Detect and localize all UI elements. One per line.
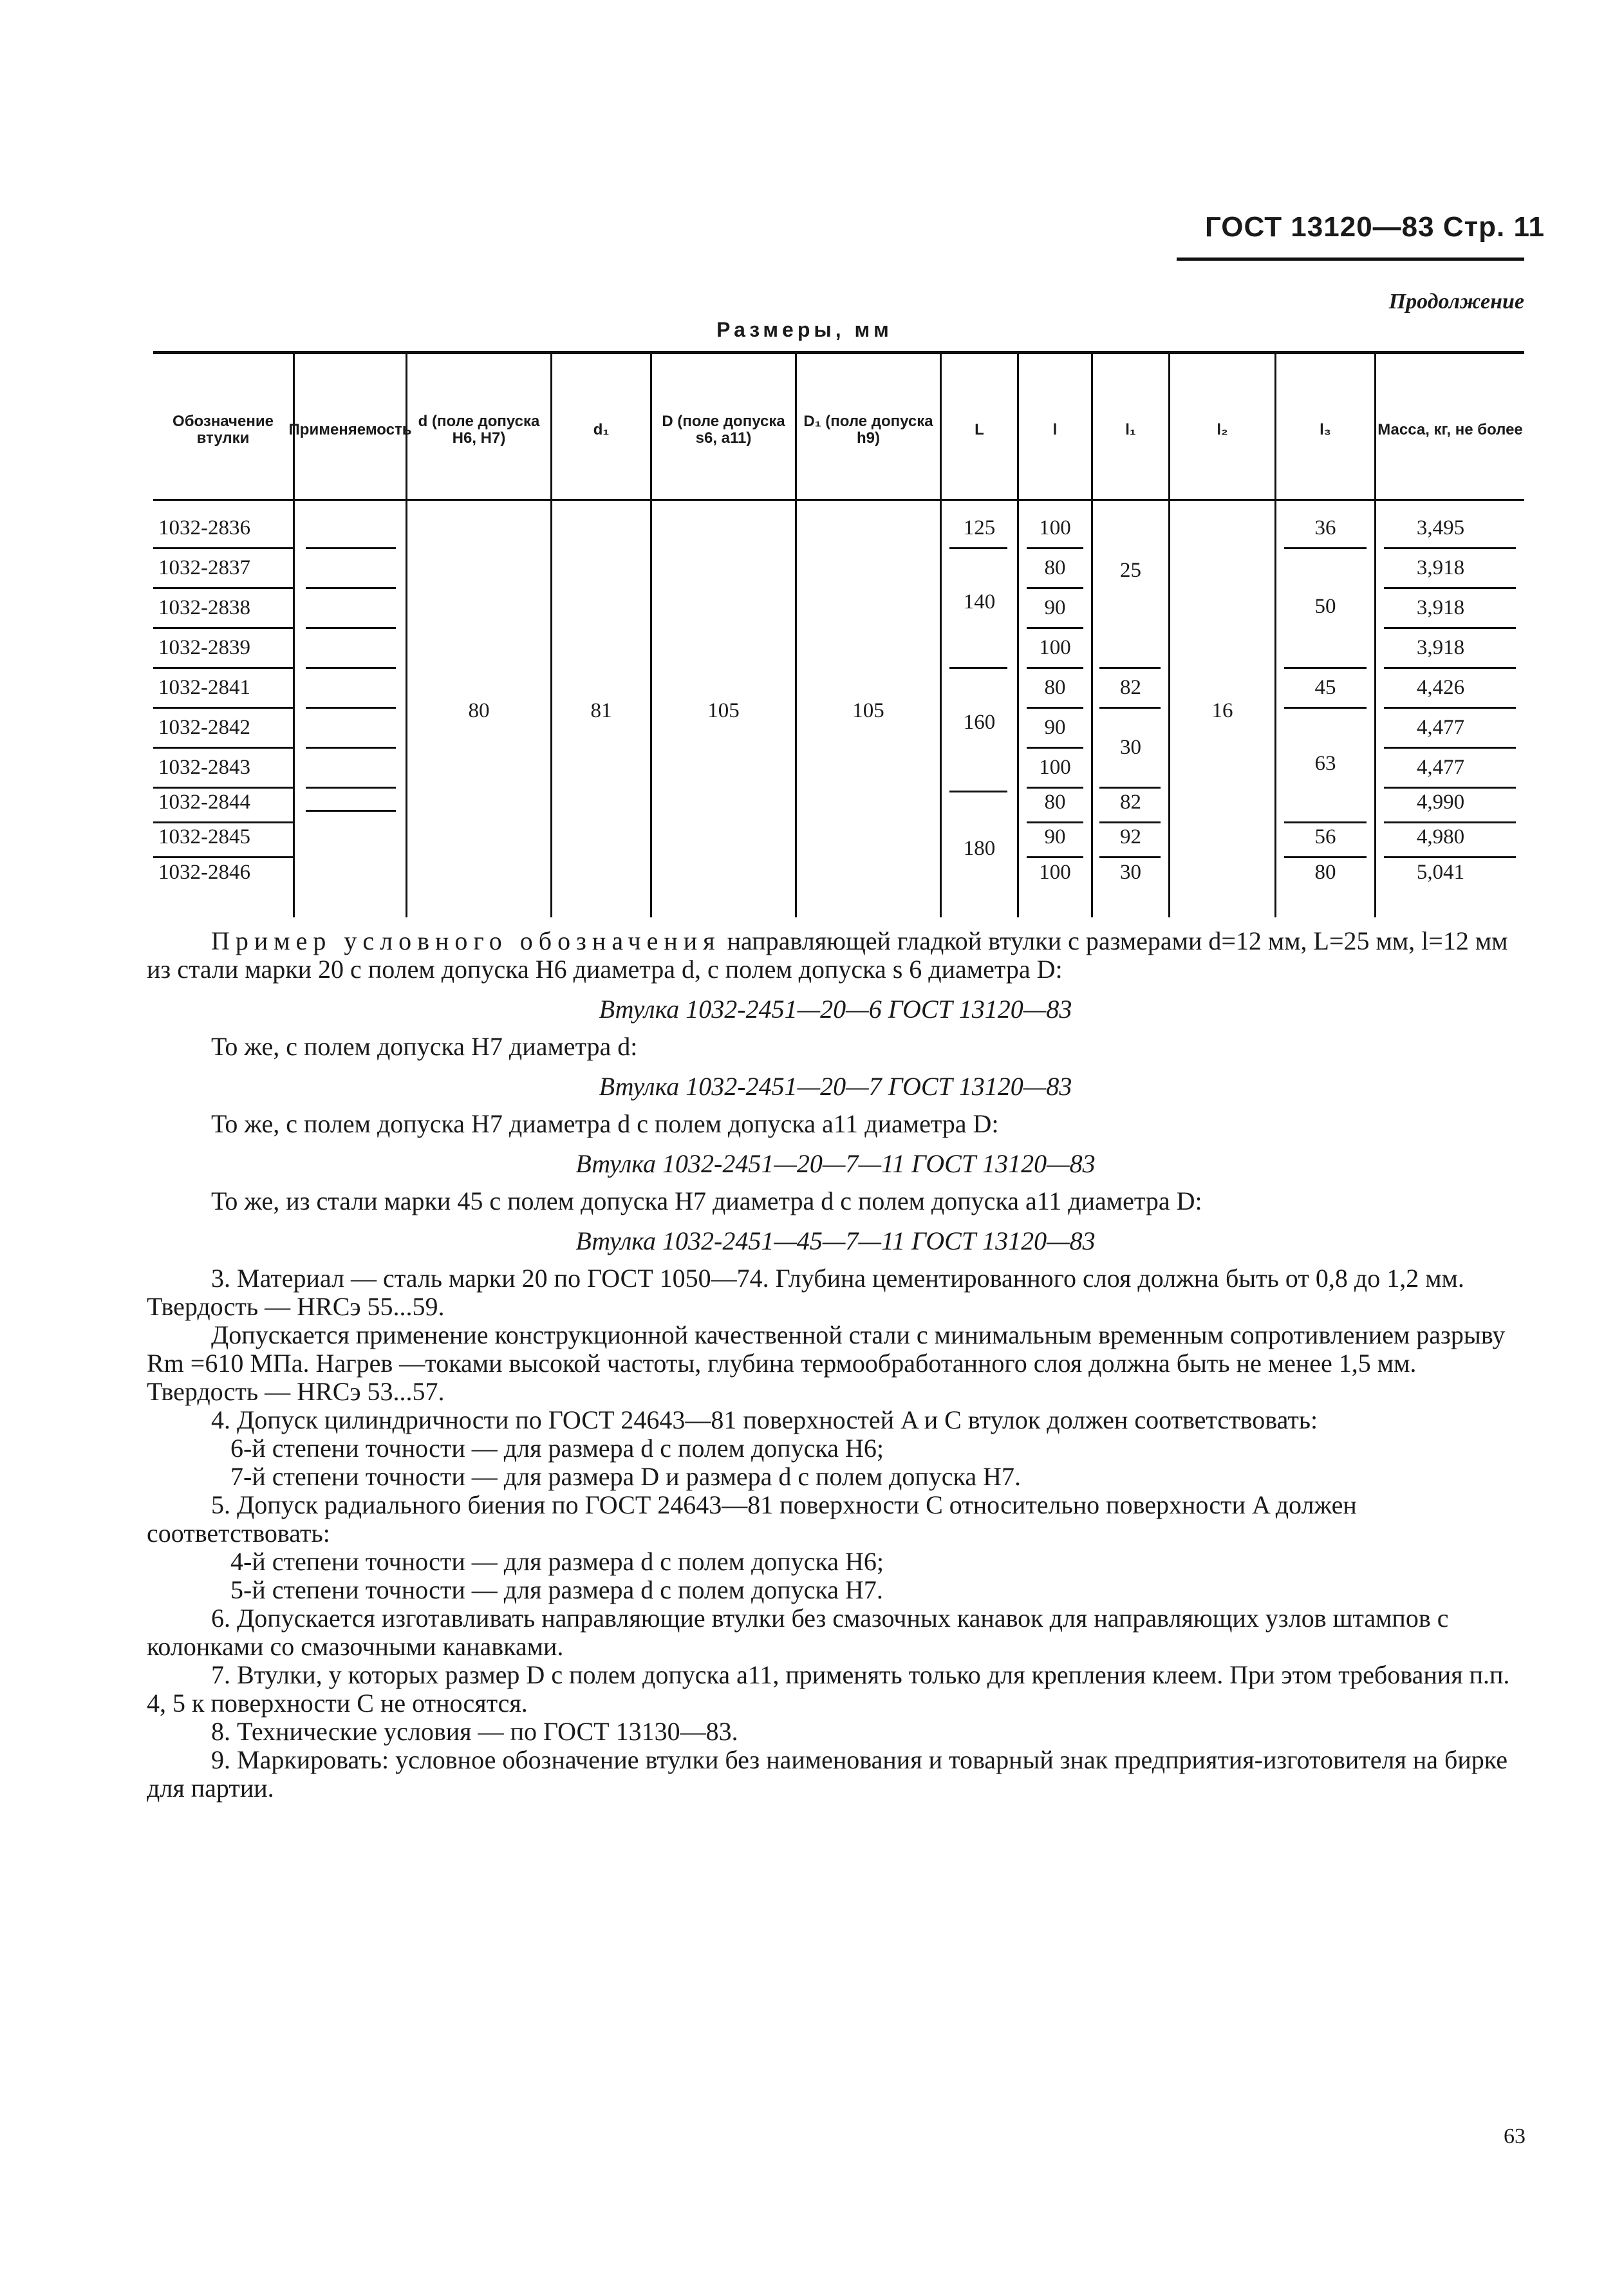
col-header-l2: l₂ — [1217, 420, 1228, 438]
table-row-designation: 1032-2845 — [158, 825, 250, 848]
header-rule — [1177, 258, 1524, 261]
item-9: 9. Маркировать: условное обозначение втулки без наименования и товарный знак предприятия-изготовителя на бирке для партии. — [147, 1745, 1507, 1803]
same-2: То же, с полем допуска Н7 диаметра d с полем допуска a11 диаметра D: — [211, 1109, 999, 1138]
item-6: 6. Допускается изготавливать направляющие втулки без смазочных канавок для направляющих узлов штампов с колонками со смазочными канавками. — [147, 1604, 1449, 1661]
col-header-l1: l₁ — [1125, 420, 1136, 438]
item-4: 4. Допуск цилиндричности по ГОСТ 24643—81 поверхностей A и C втулок должен соответствовать: — [211, 1405, 1318, 1434]
cell-l3: 50 — [1314, 594, 1336, 618]
col-header-L: L — [975, 420, 984, 438]
item-3: 3. Материал — сталь марки 20 по ГОСТ 1050—74. Глубина цементированного слоя должна быть от 0,8 до 1,2 мм. Твердость — HRCэ 55...59. — [147, 1264, 1464, 1321]
cell-L: 160 — [963, 710, 996, 734]
cell-l: 80 — [1044, 790, 1066, 814]
table-row-designation: 1032-2843 — [158, 755, 250, 779]
cell-l3: 56 — [1314, 825, 1336, 848]
continuation-label: Продолжение — [1388, 290, 1524, 314]
cell-l1: 25 — [1120, 558, 1141, 582]
cell-l3: 45 — [1314, 675, 1336, 699]
cell-mass: 3,918 — [1416, 595, 1465, 619]
col-header-D1: D₁ (поле допуска h9) — [803, 412, 933, 447]
item-5b: 5-й степени точности — для размера d с полем допуска Н7. — [230, 1575, 883, 1604]
cell-d: 80 — [468, 698, 490, 722]
cell-D1: 105 — [852, 698, 884, 722]
cell-l: 90 — [1044, 715, 1066, 739]
col-header-applicability: Применяемость — [288, 420, 412, 438]
col-header-mass: Масса, кг, не более — [1377, 420, 1523, 438]
col-header-designation: Обозначение втулки — [173, 412, 274, 447]
item-4b: 7-й степени точности — для размера D и размера d с полем допуска Н7. — [230, 1462, 1022, 1491]
cell-mass: 4,477 — [1416, 715, 1465, 739]
item-5: 5. Допуск радиального биения по ГОСТ 24643—81 поверхности С относительно поверхности A должен соответствовать: — [147, 1490, 1357, 1548]
cell-l1: 82 — [1120, 675, 1141, 699]
item-8: 8. Технические условия — по ГОСТ 13130—83. — [211, 1717, 738, 1746]
table-row-designation: 1032-2846 — [158, 860, 250, 884]
table-row-designation: 1032-2844 — [158, 790, 250, 814]
cell-mass: 4,426 — [1416, 675, 1465, 699]
cell-l2: 16 — [1211, 698, 1233, 722]
formula-3: Втулка 1032-2451—20—7—11 ГОСТ 13120—83 — [575, 1149, 1096, 1178]
cell-L: 125 — [963, 516, 996, 539]
example-intro-rest: направляющей гладкой втулки с размерами d=12 мм, L=25 мм, l=12 мм из стали марки 20 с полем допуска Н6 диаметра d, с полем допуска s 6 диаметра D: — [147, 926, 1508, 984]
cell-l1: 30 — [1120, 735, 1141, 759]
item-5a: 4-й степени точности — для размера d с полем допуска Н6; — [230, 1547, 884, 1576]
cell-l: 80 — [1044, 675, 1066, 699]
example-intro-spaced: Пример условного обозначения — [211, 926, 721, 955]
formula-4: Втулка 1032-2451—45—7—11 ГОСТ 13120—83 — [575, 1226, 1096, 1255]
formula-1: Втулка 1032-2451—20—6 ГОСТ 13120—83 — [599, 995, 1072, 1024]
cell-mass: 5,041 — [1416, 860, 1465, 884]
cell-l1: 92 — [1120, 825, 1141, 848]
item-3b: Допускается применение конструкционной качественной стали с минимальным временным сопротивлением разрыву Rm =610 МПа. Нагрев —токами высокой частоты, глубина термообработанного слоя должна быть не менее 1,5 мм. Твердость — HRCэ 53...57. — [147, 1320, 1506, 1406]
cell-l: 80 — [1044, 556, 1066, 579]
cell-L: 140 — [963, 590, 996, 614]
page-number: 63 — [1504, 2124, 1526, 2148]
cell-mass: 3,918 — [1416, 556, 1465, 579]
table-row-designation: 1032-2836 — [158, 516, 250, 539]
col-header-d: d (поле допуска H6, H7) — [418, 412, 540, 447]
table-row-designation: 1032-2841 — [158, 675, 250, 699]
cell-l3: 36 — [1314, 516, 1336, 539]
cell-mass: 3,495 — [1416, 516, 1465, 539]
cell-l: 90 — [1044, 825, 1066, 848]
cell-l: 100 — [1039, 516, 1071, 539]
table-row-designation: 1032-2838 — [158, 595, 250, 619]
table-row-designation: 1032-2842 — [158, 715, 250, 739]
cell-mass: 4,477 — [1416, 755, 1465, 779]
cell-l: 100 — [1039, 755, 1071, 779]
cell-l3: 80 — [1314, 860, 1336, 884]
cell-l: 100 — [1039, 860, 1071, 884]
cell-mass: 4,990 — [1416, 790, 1465, 814]
cell-L: 180 — [963, 836, 996, 860]
same-3: То же, из стали марки 45 с полем допуска Н7 диаметра d с полем допуска a11 диаметра D: — [211, 1186, 1202, 1215]
cell-D: 105 — [707, 698, 740, 722]
cell-l: 90 — [1044, 595, 1066, 619]
cell-l3: 63 — [1314, 751, 1336, 775]
item-7: 7. Втулки, у которых размер D с полем допуска a11, применять только для крепления клеем. При этом требования п.п. 4, 5 к поверхности С не относятся. — [147, 1660, 1510, 1718]
example-paragraph — [147, 927, 1524, 984]
table-row-designation: 1032-2837 — [158, 556, 250, 579]
table-row-designation: 1032-2839 — [158, 635, 250, 659]
cell-l1: 30 — [1120, 860, 1141, 884]
formula-2: Втулка 1032-2451—20—7 ГОСТ 13120—83 — [599, 1072, 1072, 1101]
item-4a: 6-й степени точности — для размера d с полем допуска Н6; — [230, 1434, 884, 1463]
cell-d1: 81 — [590, 698, 612, 722]
body-text — [147, 927, 1524, 1803]
cell-mass: 4,980 — [1416, 825, 1465, 848]
col-header-l3: l₃ — [1320, 420, 1331, 438]
cell-l: 100 — [1039, 635, 1071, 659]
same-1: То же, с полем допуска Н7 диаметра d: — [211, 1032, 638, 1061]
page-header: ГОСТ 13120—83 Стр. 11 — [1204, 211, 1545, 243]
col-header-D: D (поле допуска s6, a11) — [662, 412, 785, 447]
cell-mass: 3,918 — [1416, 635, 1465, 659]
col-header-d1: d₁ — [593, 420, 610, 438]
col-header-l: l — [1052, 420, 1058, 438]
cell-l1: 82 — [1120, 790, 1141, 814]
dimensions-caption: Размеры, мм — [716, 318, 893, 341]
